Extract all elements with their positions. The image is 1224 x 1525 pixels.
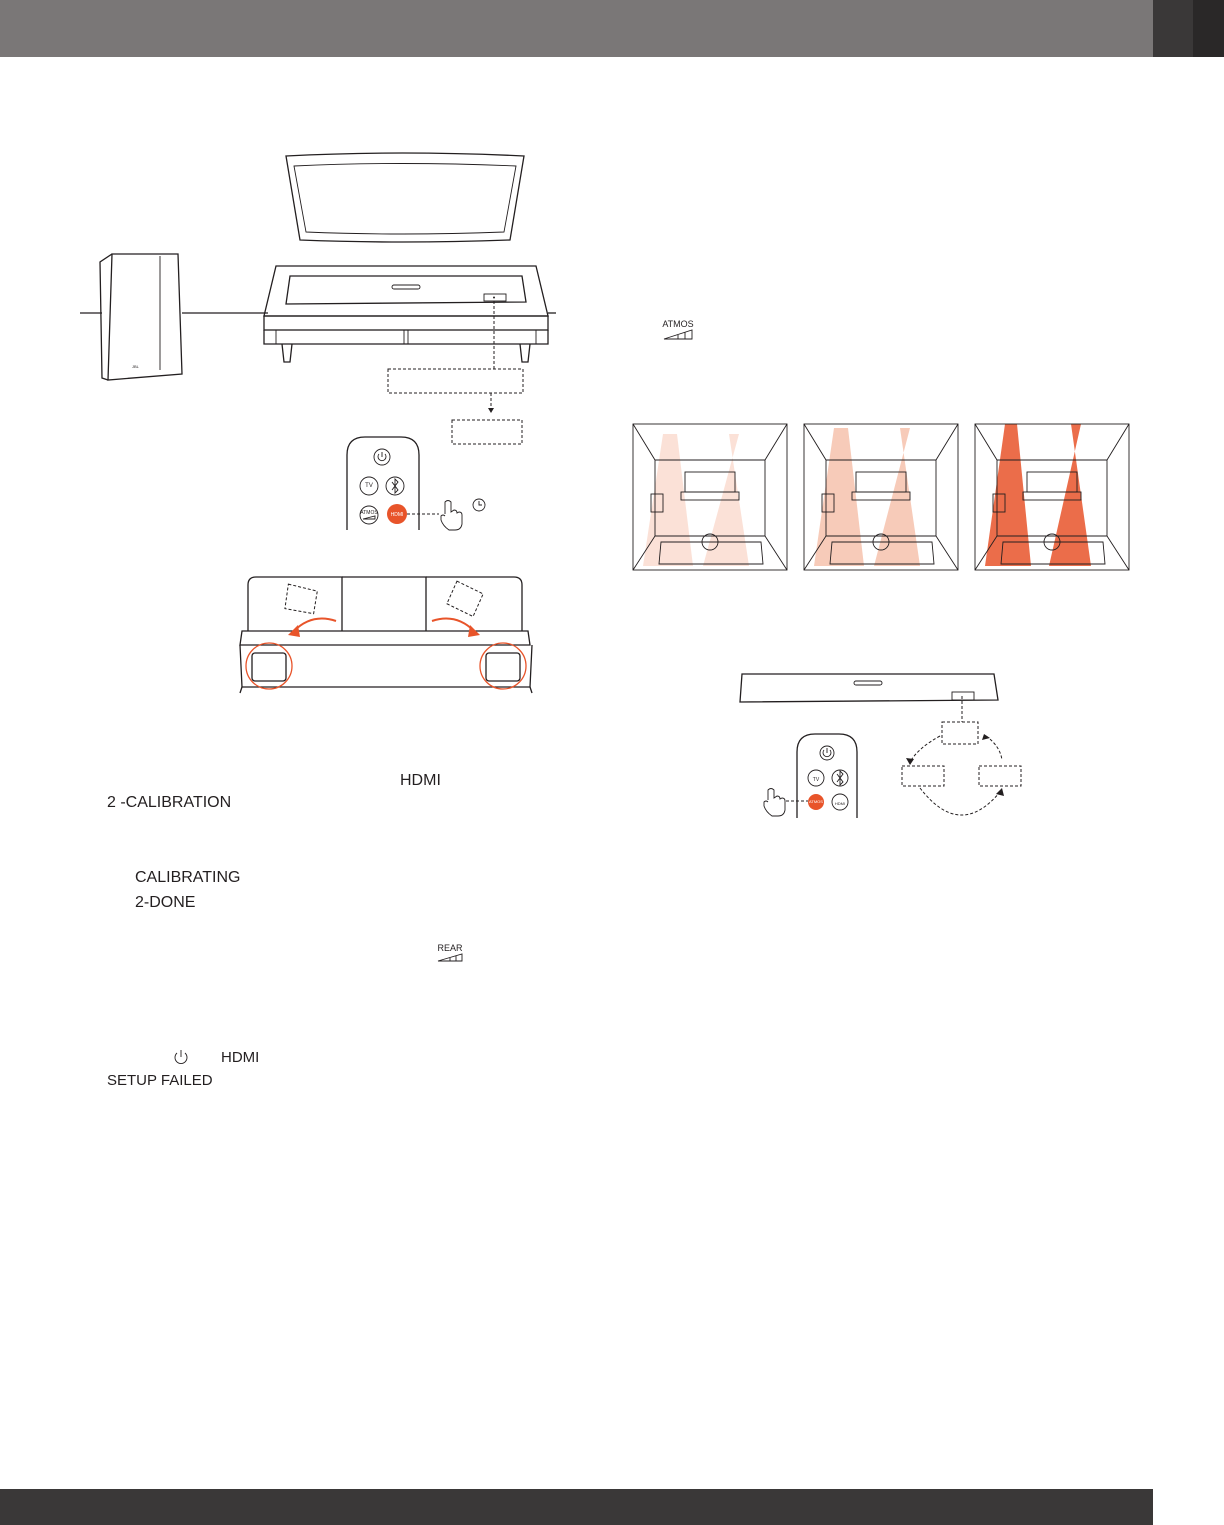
volume-level-icon — [436, 953, 466, 963]
setup-failed-display-text: SETUP FAILED — [107, 1072, 213, 1089]
atmos-room-high — [975, 424, 1129, 570]
hdmi-button-label: HDMI — [400, 772, 441, 789]
atmos-icon-label: ATMOS — [662, 319, 694, 329]
hand-pointer-icon — [405, 496, 525, 536]
sofa-illustration — [236, 573, 536, 703]
hand-pointer-icon-right — [760, 786, 820, 822]
hdmi-button-label-2: HDMI — [221, 1049, 260, 1066]
remote-left-hdmi-button[interactable]: HDMI — [390, 512, 404, 518]
atmos-room-low — [633, 424, 787, 570]
done-display-text: 2-DONE — [135, 894, 196, 911]
remote-right-hdmi-label: HDMI — [834, 801, 846, 806]
power-icon — [173, 1049, 189, 1065]
calibration-display-text: 2 -CALIBRATION — [107, 794, 232, 811]
atmos-room-mid — [804, 424, 958, 570]
atmos-room-diagrams — [633, 424, 1133, 574]
tv-stand-illustration — [264, 266, 556, 444]
subwoofer-illustration — [80, 254, 268, 380]
rear-icon-label: REAR — [437, 943, 463, 953]
svg-text:JBL: JBL — [132, 364, 139, 369]
tv-illustration — [286, 153, 524, 242]
remote-right-atmos-button[interactable]: ATMOS — [809, 799, 823, 804]
remote-right-tv-label: TV — [812, 777, 820, 783]
calibrating-display-text: CALIBRATING — [135, 869, 241, 886]
volume-level-icon-atmos — [662, 329, 702, 341]
remote-left-tv-label: TV — [365, 483, 373, 489]
remote-left-atmos-label: ATMOS — [360, 510, 378, 516]
